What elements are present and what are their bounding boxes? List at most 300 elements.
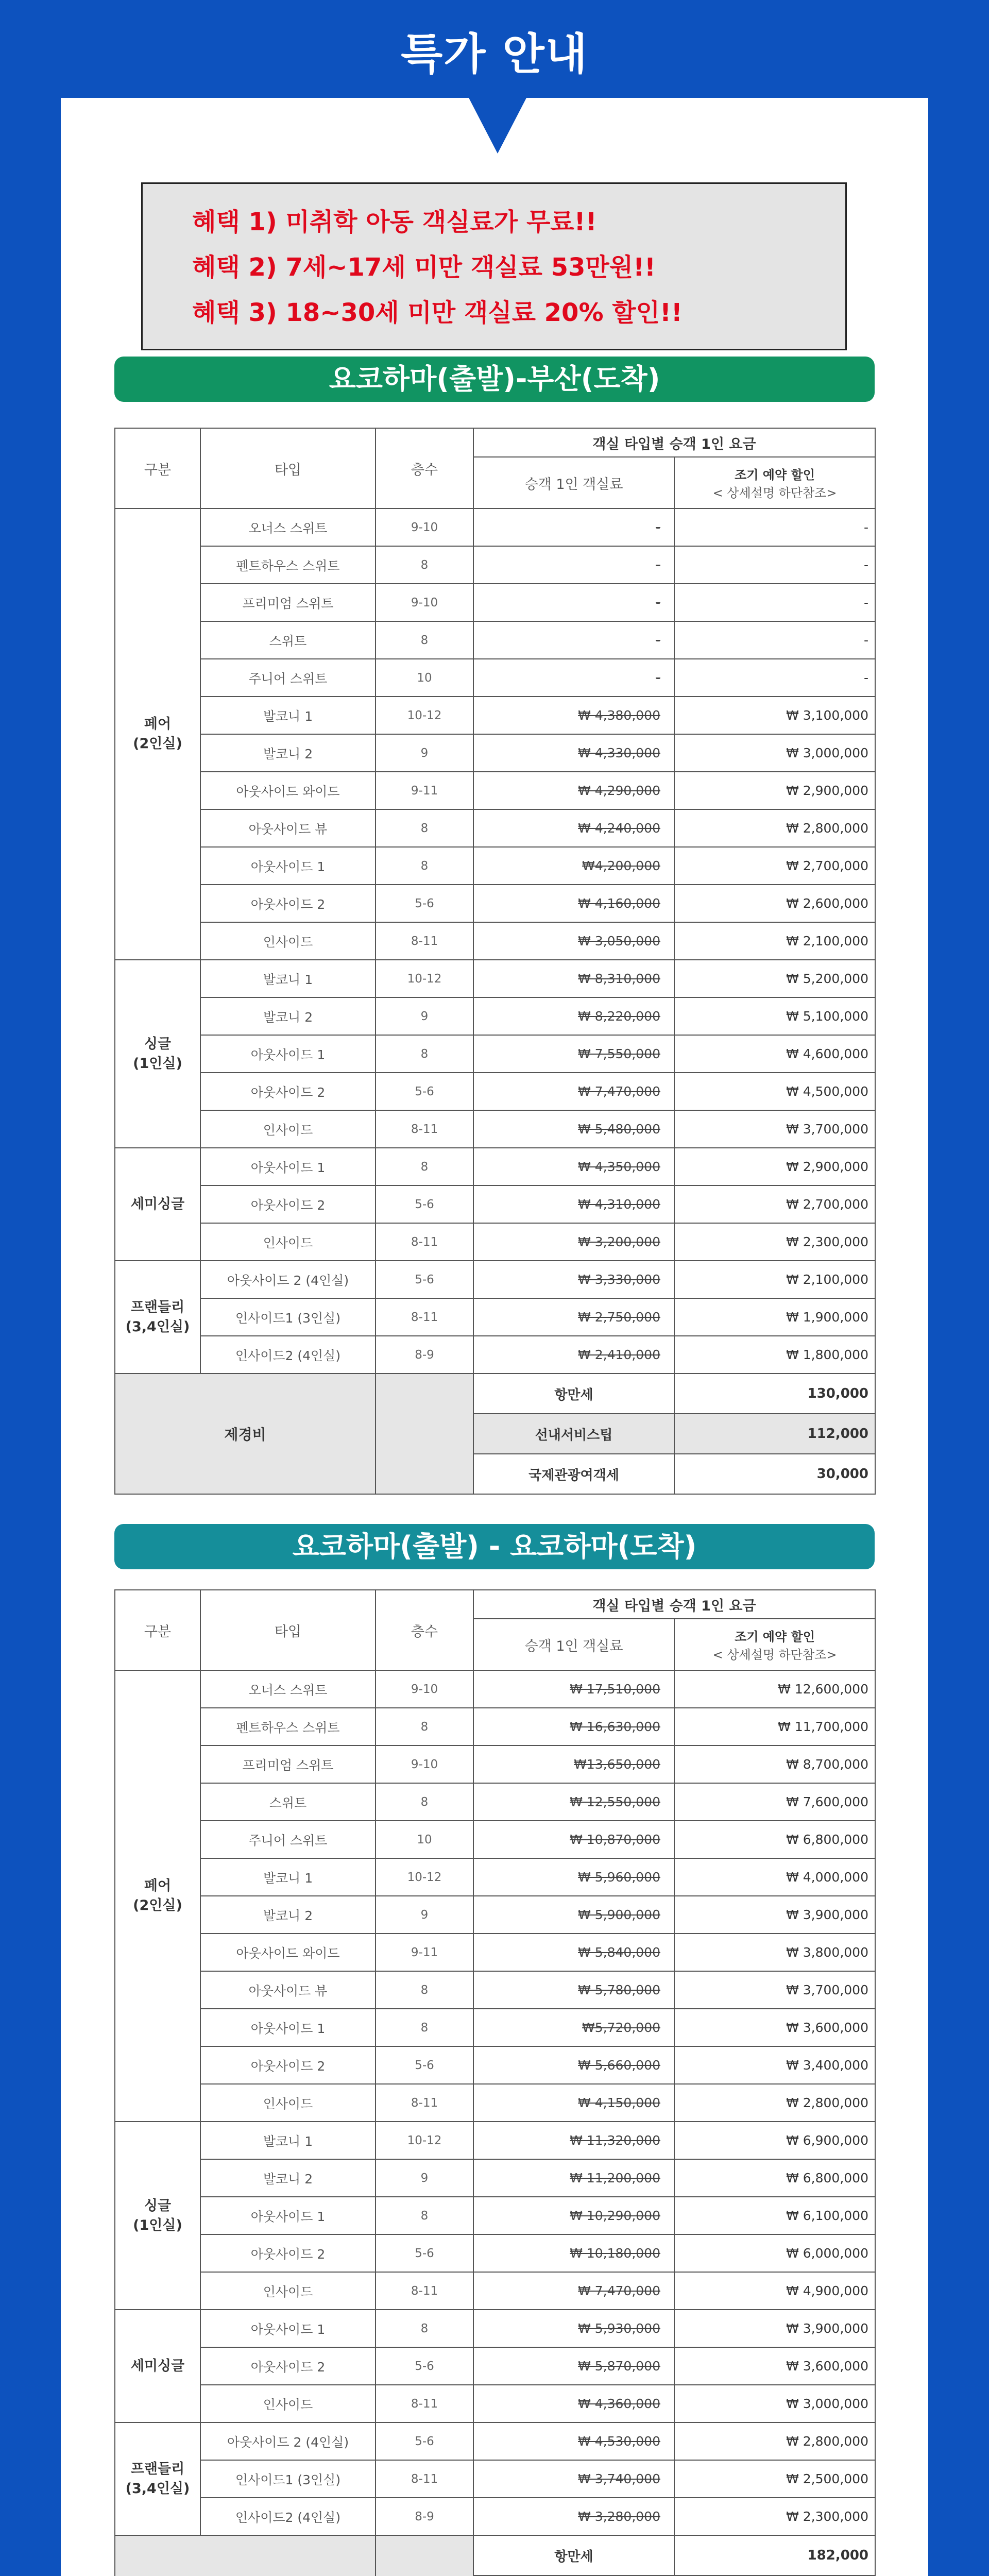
original-fare-cell (473, 1298, 674, 1336)
deck-cell: 8 (376, 1148, 473, 1185)
col-header-type: 타입 (200, 1590, 376, 1670)
discount-fare-cell: ₩ 3,000,000 (674, 734, 875, 772)
discount-fare-cell: ₩ 3,600,000 (674, 2347, 875, 2385)
original-fare-value: ₩ 5,930,000 (578, 2321, 660, 2336)
original-fare-value: ₩ 4,150,000 (578, 2095, 660, 2110)
table-row (115, 1148, 875, 1185)
col-header-group: 구분 (115, 1590, 200, 1670)
deck-cell: 5-6 (376, 2046, 473, 2084)
col-header-early-booking (674, 1619, 875, 1670)
table-row (115, 960, 875, 997)
deck-cell: 10-12 (376, 2122, 473, 2159)
table-row (115, 1821, 875, 1858)
table-row (115, 1783, 875, 1821)
original-fare-cell (473, 659, 674, 697)
cabin-type-cell: 인사이드2 (4인실) (200, 2498, 376, 2535)
discount-fare-cell: ₩ 2,300,000 (674, 1223, 875, 1261)
table-row (115, 2084, 875, 2122)
fees-label (115, 2535, 376, 2576)
table-row (115, 997, 875, 1035)
deck-cell: 8 (376, 2009, 473, 2046)
original-fare-value: ₩ 4,360,000 (578, 2396, 660, 2411)
cabin-group-label: 싱글 (1인실) (115, 2122, 200, 2310)
port-tax-value: 130,000 (674, 1374, 875, 1414)
cabin-type-cell: 아웃사이드 2 (200, 2234, 376, 2272)
original-fare-value: ₩ 4,160,000 (578, 896, 660, 911)
cabin-type-cell: 펜트하우스 스위트 (200, 1708, 376, 1745)
discount-fare-cell: ₩ 1,900,000 (674, 1298, 875, 1336)
col-header-deck: 층수 (376, 428, 473, 509)
table-row (115, 2422, 875, 2460)
deck-cell: 8-11 (376, 2460, 473, 2498)
discount-fare-cell: ₩ 8,700,000 (674, 1745, 875, 1783)
deck-cell: 8-9 (376, 1336, 473, 1374)
deck-cell: 8-11 (376, 2385, 473, 2422)
original-fare-cell (473, 2046, 674, 2084)
original-fare-cell (473, 2422, 674, 2460)
discount-fare-cell: ₩ 2,900,000 (674, 1148, 875, 1185)
original-fare-cell (473, 2310, 674, 2347)
original-fare-cell (473, 1148, 674, 1185)
deck-cell: 9-10 (376, 584, 473, 621)
original-fare-value: ₩ 3,200,000 (578, 1234, 660, 1249)
table-row (115, 1896, 875, 1934)
deck-cell: 8 (376, 1035, 473, 1073)
route-title-yokohama: 요코하마(출발) - 요코하마(도착) (114, 1524, 875, 1569)
original-fare-value: ₩ 17,510,000 (570, 1682, 660, 1697)
fare-table-busan (114, 428, 876, 1495)
original-fare-value: ₩ 7,470,000 (578, 1084, 660, 1099)
cabin-group-label: 싱글 (1인실) (115, 960, 200, 1148)
cabin-type-cell: 인사이드 (200, 2385, 376, 2422)
discount-fare-cell: ₩ 1,800,000 (674, 1336, 875, 1374)
page-title: 특가 안내 (401, 29, 588, 79)
discount-fare-cell: ₩ 4,900,000 (674, 2272, 875, 2310)
fees-spacer (376, 1374, 473, 1494)
table-row (115, 1298, 875, 1336)
original-fare-cell (473, 1934, 674, 1971)
deck-cell: 9-10 (376, 1745, 473, 1783)
table-row (115, 1223, 875, 1261)
cabin-type-cell: 주니어 스위트 (200, 1821, 376, 1858)
cabin-type-cell: 발코니 1 (200, 697, 376, 734)
original-fare-value: ₩13,650,000 (574, 1757, 660, 1772)
original-fare-cell (473, 1261, 674, 1298)
original-fare-cell (473, 2460, 674, 2498)
deck-cell: 8-11 (376, 2084, 473, 2122)
discount-fare-cell: ₩ 3,000,000 (674, 2385, 875, 2422)
early-booking-note: < 상세설명 하단참조> (712, 486, 837, 500)
discount-fare-cell: - (674, 509, 875, 546)
deck-cell: 8-11 (376, 922, 473, 960)
original-fare-cell (473, 734, 674, 772)
cabin-group-label: 세미싱글 (115, 2310, 200, 2422)
cabin-type-cell: 아웃사이드 2 (200, 1073, 376, 1110)
deck-cell: 9-10 (376, 1670, 473, 1708)
deck-cell: 8-9 (376, 2498, 473, 2535)
original-fare-cell (473, 1223, 674, 1261)
cabin-type-cell: 아웃사이드 와이드 (200, 772, 376, 809)
cabin-type-cell: 아웃사이드 2 (200, 1185, 376, 1223)
cabin-type-cell: 아웃사이드 뷰 (200, 809, 376, 847)
early-booking-note: < 상세설명 하단참조> (712, 1648, 837, 1662)
deck-cell: 5-6 (376, 2422, 473, 2460)
cabin-group-label: 세미싱글 (115, 1148, 200, 1261)
deck-cell: 8 (376, 2310, 473, 2347)
benefit-3: 혜택 3) 18~30세 미만 객실료 20% 할인!! (192, 298, 683, 327)
col-header-group: 구분 (115, 428, 200, 509)
original-fare-value: ₩ 11,200,000 (570, 2171, 660, 2185)
table-row (115, 2498, 875, 2535)
cabin-type-cell: 아웃사이드 2 (200, 885, 376, 922)
fee-row (115, 2535, 875, 2575)
original-fare-value: ₩ 4,290,000 (578, 783, 660, 798)
original-fare-cell (473, 1896, 674, 1934)
cabin-type-cell: 아웃사이드 1 (200, 1035, 376, 1073)
cabin-type-cell: 인사이드 (200, 2084, 376, 2122)
benefits-box (141, 182, 847, 350)
discount-fare-cell: ₩ 3,900,000 (674, 2310, 875, 2347)
cabin-type-cell: 스위트 (200, 1783, 376, 1821)
discount-fare-cell: ₩ 2,900,000 (674, 772, 875, 809)
table-row (115, 1708, 875, 1745)
table-row (115, 847, 875, 885)
original-fare-cell (473, 847, 674, 885)
cabin-type-cell: 인사이드1 (3인실) (200, 2460, 376, 2498)
table-row (115, 1185, 875, 1223)
fees-label: 제경비 (115, 1374, 376, 1494)
cabin-type-cell: 인사이드 (200, 1223, 376, 1261)
cabin-type-cell: 아웃사이드 2 (200, 2046, 376, 2084)
discount-fare-cell: ₩ 4,500,000 (674, 1073, 875, 1110)
table-row (115, 1336, 875, 1374)
original-fare-value: ₩ 11,320,000 (570, 2133, 660, 2148)
table-row (115, 922, 875, 960)
route-title-busan: 요코하마(출발)-부산(도착) (114, 357, 875, 402)
original-fare-cell (473, 885, 674, 922)
original-fare-cell (473, 2272, 674, 2310)
original-fare-cell (473, 1971, 674, 2009)
original-fare-value: ₩ 2,410,000 (578, 1347, 660, 1362)
original-fare-cell (473, 2159, 674, 2197)
original-fare-cell (473, 2234, 674, 2272)
deck-cell: 10-12 (376, 1858, 473, 1896)
table-row (115, 509, 875, 546)
cabin-type-cell: 발코니 1 (200, 2122, 376, 2159)
discount-fare-cell: ₩ 6,800,000 (674, 2159, 875, 2197)
original-fare-cell (473, 509, 674, 546)
original-fare-value: ₩ 5,900,000 (578, 1907, 660, 1922)
col-header-deck: 층수 (376, 1590, 473, 1670)
cabin-type-cell: 프리미엄 스위트 (200, 1745, 376, 1783)
table-row (115, 2272, 875, 2310)
deck-cell: 8 (376, 847, 473, 885)
original-fare-cell (473, 2122, 674, 2159)
original-fare-value: ₩ 5,840,000 (578, 1945, 660, 1960)
original-fare-cell (473, 1336, 674, 1374)
table-row (115, 1745, 875, 1783)
discount-fare-cell: ₩ 4,000,000 (674, 1858, 875, 1896)
original-fare-value: ₩ 7,470,000 (578, 2283, 660, 2298)
header-row (115, 1590, 875, 1619)
deck-cell: 8 (376, 1708, 473, 1745)
original-fare-cell (473, 1708, 674, 1745)
table-row (115, 2234, 875, 2272)
discount-fare-cell: ₩ 5,100,000 (674, 997, 875, 1035)
col-header-original-fare: 승객 1인 객실료 (473, 457, 674, 509)
port-tax-label: 항만세 (473, 1374, 674, 1414)
discount-fare-cell: ₩ 7,600,000 (674, 1783, 875, 1821)
col-header-original-fare: 승객 1인 객실료 (473, 1619, 674, 1670)
original-fare-value: ₩ 10,290,000 (570, 2208, 660, 2223)
table-row (115, 2122, 875, 2159)
original-fare-value: ₩ 4,350,000 (578, 1159, 660, 1174)
table-row (115, 2046, 875, 2084)
original-fare-value: - (655, 633, 660, 648)
discount-fare-cell: ₩ 6,000,000 (674, 2234, 875, 2272)
deck-cell: 5-6 (376, 2347, 473, 2385)
cabin-type-cell: 펜트하우스 스위트 (200, 546, 376, 584)
original-fare-cell (473, 1745, 674, 1783)
discount-fare-cell: ₩ 6,900,000 (674, 2122, 875, 2159)
original-fare-value: ₩ 12,550,000 (570, 1794, 660, 1809)
original-fare-value: ₩ 5,870,000 (578, 2359, 660, 2374)
original-fare-cell (473, 1073, 674, 1110)
original-fare-cell (473, 922, 674, 960)
cabin-type-cell: 아웃사이드 2 (4인실) (200, 2422, 376, 2460)
benefit-1: 혜택 1) 미취학 아동 객실료가 무료!! (192, 208, 597, 236)
discount-fare-cell: ₩ 3,800,000 (674, 1934, 875, 1971)
table-row (115, 546, 875, 584)
early-booking-label: 조기 예약 할인 (735, 1630, 815, 1644)
cabin-type-cell: 발코니 2 (200, 734, 376, 772)
table-row (115, 734, 875, 772)
original-fare-value: ₩ 5,480,000 (578, 1122, 660, 1137)
table-row (115, 2197, 875, 2234)
original-fare-cell (473, 997, 674, 1035)
original-fare-value: ₩ 5,960,000 (578, 1870, 660, 1885)
original-fare-value: - (655, 520, 660, 535)
deck-cell: 9-11 (376, 772, 473, 809)
deck-cell: 8 (376, 621, 473, 659)
original-fare-value: ₩ 8,310,000 (578, 971, 660, 986)
original-fare-value: ₩ 2,750,000 (578, 1310, 660, 1325)
original-fare-cell (473, 2498, 674, 2535)
early-booking-label: 조기 예약 할인 (735, 468, 815, 482)
original-fare-cell (473, 1783, 674, 1821)
original-fare-value: ₩ 10,180,000 (570, 2246, 660, 2261)
discount-fare-cell: ₩ 5,200,000 (674, 960, 875, 997)
table-row (115, 621, 875, 659)
table-row (115, 1073, 875, 1110)
discount-fare-cell: ₩ 2,700,000 (674, 847, 875, 885)
service-tip-label: 선내서비스팁 (473, 1414, 674, 1454)
original-fare-cell (473, 697, 674, 734)
cabin-type-cell: 아웃사이드 1 (200, 2197, 376, 2234)
cabin-type-cell: 오너스 스위트 (200, 509, 376, 546)
table-row (115, 2460, 875, 2498)
discount-fare-cell: ₩ 12,600,000 (674, 1670, 875, 1708)
original-fare-value: ₩ 8,220,000 (578, 1009, 660, 1024)
original-fare-cell (473, 772, 674, 809)
discount-fare-cell: ₩ 6,100,000 (674, 2197, 875, 2234)
deck-cell: 8 (376, 1783, 473, 1821)
deck-cell: 8 (376, 2197, 473, 2234)
service-tip-value: 112,000 (674, 1414, 875, 1454)
original-fare-cell (473, 2084, 674, 2122)
cabin-type-cell: 발코니 2 (200, 997, 376, 1035)
table-row (115, 1035, 875, 1073)
original-fare-cell (473, 960, 674, 997)
col-header-fare-group: 객실 타입별 승객 1인 요금 (473, 1590, 875, 1619)
cabin-type-cell: 인사이드1 (3인실) (200, 1298, 376, 1336)
fees-spacer (376, 2535, 473, 2576)
original-fare-value: ₩ 10,870,000 (570, 1832, 660, 1847)
deck-cell: 9 (376, 2159, 473, 2197)
discount-fare-cell: ₩ 3,900,000 (674, 1896, 875, 1934)
original-fare-value: ₩ 3,050,000 (578, 934, 660, 948)
cabin-group-label: 페어 (2인실) (115, 1670, 200, 2122)
discount-fare-cell: ₩ 2,800,000 (674, 809, 875, 847)
cabin-type-cell: 아웃사이드 뷰 (200, 1971, 376, 2009)
table-row (115, 1971, 875, 2009)
table-row (115, 697, 875, 734)
table-row (115, 659, 875, 697)
original-fare-value: ₩ 4,240,000 (578, 821, 660, 836)
original-fare-value: ₩ 3,280,000 (578, 2509, 660, 2524)
deck-cell: 8 (376, 1971, 473, 2009)
original-fare-value: ₩ 5,660,000 (578, 2058, 660, 2073)
discount-fare-cell: - (674, 659, 875, 697)
deck-cell: 10-12 (376, 960, 473, 997)
table-row (115, 2159, 875, 2197)
deck-cell: 10-12 (376, 697, 473, 734)
cabin-type-cell: 아웃사이드 1 (200, 2310, 376, 2347)
cabin-type-cell: 아웃사이드 1 (200, 847, 376, 885)
cabin-type-cell: 아웃사이드 와이드 (200, 1934, 376, 1971)
table-row (115, 772, 875, 809)
cabin-type-cell: 아웃사이드 1 (200, 2009, 376, 2046)
discount-fare-cell: ₩ 11,700,000 (674, 1708, 875, 1745)
original-fare-value: ₩ 4,310,000 (578, 1197, 660, 1212)
original-fare-cell (473, 1035, 674, 1073)
original-fare-value: - (655, 670, 660, 685)
cabin-type-cell: 발코니 2 (200, 1896, 376, 1934)
discount-fare-cell: ₩ 3,700,000 (674, 1971, 875, 2009)
table-row (115, 2009, 875, 2046)
table-row (115, 2310, 875, 2347)
discount-fare-cell: ₩ 2,300,000 (674, 2498, 875, 2535)
original-fare-cell (473, 2009, 674, 2046)
deck-cell: 9-10 (376, 509, 473, 546)
col-header-type: 타입 (200, 428, 376, 509)
benefit-2: 혜택 2) 7세~17세 미만 객실료 53만원!! (192, 253, 656, 282)
original-fare-value: ₩ 3,330,000 (578, 1272, 660, 1287)
original-fare-value: ₩ 4,380,000 (578, 708, 660, 723)
header-row (115, 428, 875, 457)
discount-fare-cell: - (674, 546, 875, 584)
original-fare-cell (473, 1821, 674, 1858)
cabin-group-label: 페어 (2인실) (115, 509, 200, 960)
original-fare-value: ₩ 5,780,000 (578, 1982, 660, 1997)
table-row (115, 2347, 875, 2385)
original-fare-value: ₩ 3,740,000 (578, 2471, 660, 2486)
fee-row (115, 1374, 875, 1414)
deck-cell: 9 (376, 734, 473, 772)
deck-cell: 8 (376, 546, 473, 584)
cabin-type-cell: 인사이드 (200, 922, 376, 960)
original-fare-value: ₩ 16,630,000 (570, 1719, 660, 1734)
original-fare-cell (473, 1670, 674, 1708)
original-fare-cell (473, 2197, 674, 2234)
original-fare-cell (473, 809, 674, 847)
original-fare-value: ₩ 4,330,000 (578, 745, 660, 760)
discount-fare-cell: ₩ 2,100,000 (674, 1261, 875, 1298)
deck-cell: 5-6 (376, 1261, 473, 1298)
original-fare-value: ₩ 7,550,000 (578, 1046, 660, 1061)
deck-cell: 10 (376, 1821, 473, 1858)
cabin-type-cell: 아웃사이드 2 (4인실) (200, 1261, 376, 1298)
table-row (115, 2385, 875, 2422)
cabin-type-cell: 발코니 1 (200, 960, 376, 997)
table-row (115, 1670, 875, 1708)
original-fare-cell (473, 584, 674, 621)
cabin-type-cell: 아웃사이드 2 (200, 2347, 376, 2385)
table-row (115, 584, 875, 621)
discount-fare-cell: ₩ 6,800,000 (674, 1821, 875, 1858)
deck-cell: 9-11 (376, 1934, 473, 1971)
table-row (115, 809, 875, 847)
arrow-down-icon (468, 96, 527, 154)
tourism-tax-value: 30,000 (674, 1454, 875, 1494)
discount-fare-cell: ₩ 3,400,000 (674, 2046, 875, 2084)
deck-cell: 8-11 (376, 1110, 473, 1148)
discount-fare-cell: ₩ 2,800,000 (674, 2084, 875, 2122)
discount-fare-cell: ₩ 2,800,000 (674, 2422, 875, 2460)
cabin-type-cell: 프리미엄 스위트 (200, 584, 376, 621)
port-tax-value: 182,000 (674, 2535, 875, 2575)
discount-fare-cell: - (674, 621, 875, 659)
deck-cell: 5-6 (376, 1073, 473, 1110)
discount-fare-cell: ₩ 3,600,000 (674, 2009, 875, 2046)
deck-cell: 5-6 (376, 1185, 473, 1223)
cabin-type-cell: 인사이드2 (4인실) (200, 1336, 376, 1374)
deck-cell: 8-11 (376, 2272, 473, 2310)
table-row (115, 1934, 875, 1971)
table-row (115, 885, 875, 922)
deck-cell: 8-11 (376, 1298, 473, 1336)
deck-cell: 8 (376, 809, 473, 847)
original-fare-value: - (655, 557, 660, 572)
original-fare-value: - (655, 595, 660, 610)
original-fare-value: ₩5,720,000 (582, 2020, 660, 2035)
tourism-tax-label: 국제관광여객세 (473, 1454, 674, 1494)
table-row (115, 1110, 875, 1148)
col-header-fare-group: 객실 타입별 승객 1인 요금 (473, 428, 875, 457)
col-header-early-booking (674, 457, 875, 509)
header-banner (0, 0, 989, 98)
discount-fare-cell: - (674, 584, 875, 621)
original-fare-value: ₩4,200,000 (582, 858, 660, 873)
discount-fare-cell: ₩ 2,500,000 (674, 2460, 875, 2498)
deck-cell: 9 (376, 997, 473, 1035)
original-fare-cell (473, 1110, 674, 1148)
discount-fare-cell: ₩ 4,600,000 (674, 1035, 875, 1073)
cabin-group-label: 프랜들리 (3,4인실) (115, 2422, 200, 2535)
discount-fare-cell: ₩ 2,100,000 (674, 922, 875, 960)
discount-fare-cell: ₩ 2,700,000 (674, 1185, 875, 1223)
cabin-type-cell: 인사이드 (200, 1110, 376, 1148)
